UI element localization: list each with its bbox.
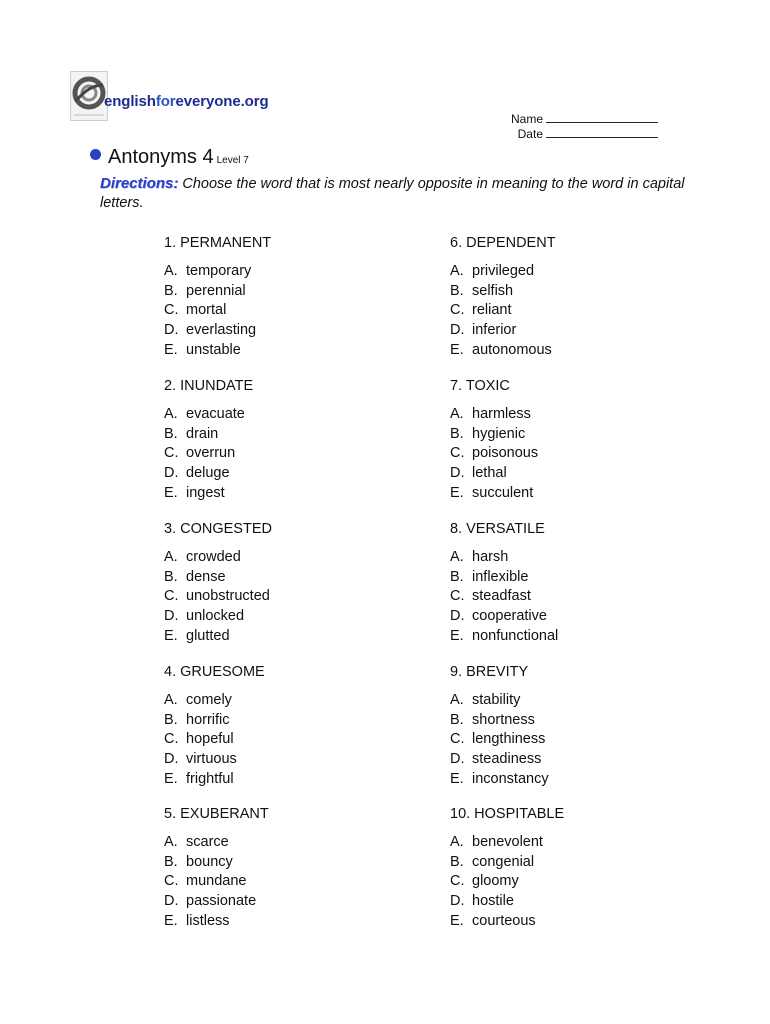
answer-option[interactable] — [164, 691, 237, 711]
option-text: evacuate — [186, 406, 245, 422]
option-text: mortal — [186, 302, 227, 319]
option-letter: C. — [450, 731, 465, 748]
option-letter: B. — [450, 425, 464, 442]
answer-option[interactable] — [450, 607, 558, 627]
answer-option[interactable] — [164, 627, 270, 647]
answer-options — [450, 405, 538, 503]
option-letter: B. — [450, 568, 464, 585]
name-label: Name — [510, 112, 543, 126]
answer-option[interactable] — [450, 853, 543, 873]
option-text: privileged — [472, 263, 535, 279]
option-letter: E. — [450, 627, 464, 644]
option-letter: B. — [450, 282, 464, 299]
option-text: selfish — [472, 282, 514, 299]
option-letter: E. — [164, 770, 178, 787]
answer-option[interactable] — [450, 892, 543, 912]
option-letter: E. — [164, 627, 178, 644]
name-field — [505, 111, 658, 126]
answer-option[interactable] — [164, 464, 245, 484]
option-text: steadiness — [472, 751, 542, 768]
option-text: hygienic — [472, 425, 526, 442]
logo-part-domain: everyone.org — [175, 93, 269, 110]
title-text: Antonyms 4 — [108, 146, 214, 168]
level-text: Level 7 — [216, 155, 249, 166]
question-prompt: 6. DEPENDENT — [450, 235, 556, 251]
option-text: mundane — [186, 873, 247, 890]
option-letter: E. — [450, 770, 464, 787]
option-text: listless — [186, 912, 230, 929]
option-text: unlocked — [186, 608, 245, 625]
option-text: unobstructed — [186, 588, 270, 605]
option-text: inconstancy — [472, 770, 549, 787]
answer-option[interactable] — [450, 262, 552, 282]
option-letter: A. — [164, 549, 178, 565]
answer-options — [164, 833, 256, 931]
option-letter: C. — [450, 873, 465, 890]
question-prompt: 9. BREVITY — [450, 664, 529, 680]
question-prompt: 8. VERSATILE — [450, 521, 545, 537]
option-text: scarce — [186, 834, 229, 850]
date-blank-line[interactable] — [546, 126, 658, 138]
answer-option[interactable] — [164, 568, 270, 588]
option-letter: E. — [450, 484, 464, 501]
answer-option[interactable] — [450, 730, 549, 750]
answer-option[interactable] — [164, 444, 245, 464]
date-field — [505, 126, 658, 141]
answer-option[interactable] — [450, 282, 552, 302]
directions-label: Directions: — [100, 175, 179, 192]
answer-option[interactable] — [164, 770, 237, 790]
answer-option[interactable] — [164, 750, 237, 770]
answer-option[interactable] — [450, 484, 538, 504]
question-prompt: 7. TOXIC — [450, 378, 510, 394]
answer-option[interactable] — [450, 341, 552, 361]
option-letter: D. — [164, 751, 179, 768]
answer-option[interactable] — [164, 892, 256, 912]
option-text: hopeful — [186, 731, 234, 748]
answer-option[interactable] — [450, 872, 543, 892]
answer-options — [164, 262, 256, 360]
option-text: inferior — [472, 322, 517, 339]
option-letter: E. — [164, 912, 178, 929]
option-letter: E. — [450, 341, 464, 358]
question-prompt: 10. HOSPITABLE — [450, 806, 565, 822]
option-letter: B. — [164, 568, 178, 585]
answer-option[interactable] — [164, 607, 270, 627]
option-text: harmless — [472, 406, 531, 422]
answer-option[interactable] — [164, 853, 256, 873]
option-text: succulent — [472, 484, 534, 501]
option-text: steadfast — [472, 588, 531, 605]
option-letter: C. — [450, 302, 465, 319]
option-letter: E. — [164, 341, 178, 358]
option-letter: B. — [164, 282, 178, 299]
option-letter: D. — [450, 893, 465, 910]
option-text: hostile — [472, 893, 514, 910]
option-text: crowded — [186, 549, 241, 565]
answer-options — [164, 691, 237, 789]
answer-option[interactable] — [164, 341, 256, 361]
bullet-icon — [90, 149, 101, 160]
answer-option[interactable] — [450, 627, 558, 647]
answer-option[interactable] — [450, 548, 558, 568]
answer-option[interactable] — [164, 282, 256, 302]
answer-option[interactable] — [450, 464, 538, 484]
option-letter: B. — [164, 425, 178, 442]
logo-globe-icon — [70, 71, 108, 121]
question-prompt: 5. EXUBERANT — [164, 806, 269, 822]
option-text: nonfunctional — [472, 627, 559, 644]
option-text: comely — [186, 692, 232, 708]
option-letter: E. — [164, 484, 178, 501]
option-letter: B. — [164, 853, 178, 870]
answer-options — [450, 548, 558, 646]
answer-option[interactable] — [164, 405, 245, 425]
answer-option[interactable] — [164, 425, 245, 445]
option-text: deluge — [186, 465, 230, 482]
answer-option[interactable] — [450, 750, 549, 770]
answer-option[interactable] — [450, 711, 549, 731]
option-letter: D. — [450, 608, 465, 625]
answer-option[interactable] — [164, 912, 256, 932]
option-letter: C. — [164, 588, 179, 605]
option-letter: A. — [450, 406, 464, 422]
answer-option[interactable] — [164, 301, 256, 321]
answer-options — [450, 262, 552, 360]
option-text: gloomy — [472, 873, 519, 890]
option-letter: A. — [164, 692, 178, 708]
option-text: everlasting — [186, 322, 257, 339]
answer-option[interactable] — [450, 425, 538, 445]
directions-text: Choose the word that is most nearly opposite in meaning to the word in capital letters. — [100, 176, 685, 211]
option-letter: A. — [450, 834, 464, 850]
option-letter: B. — [164, 711, 178, 728]
worksheet-title — [90, 146, 249, 169]
option-text: lethal — [472, 465, 507, 482]
option-letter: C. — [164, 302, 179, 319]
answer-option[interactable] — [450, 587, 558, 607]
option-text: passionate — [186, 893, 257, 910]
option-letter: C. — [450, 445, 465, 462]
logo-wordmark — [104, 93, 269, 110]
answer-option[interactable] — [164, 872, 256, 892]
option-text: temporary — [186, 263, 252, 279]
answer-option[interactable] — [450, 405, 538, 425]
answer-option[interactable] — [164, 484, 245, 504]
option-text: cooperative — [472, 608, 547, 625]
option-text: lengthiness — [472, 731, 546, 748]
option-letter: A. — [164, 263, 178, 279]
option-letter: E. — [450, 912, 464, 929]
option-letter: C. — [164, 731, 179, 748]
option-text: benevolent — [472, 834, 543, 850]
directions — [100, 174, 690, 213]
answer-option[interactable] — [164, 711, 237, 731]
option-text: bouncy — [186, 853, 233, 870]
answer-option[interactable] — [164, 587, 270, 607]
option-letter: D. — [450, 751, 465, 768]
answer-option[interactable] — [450, 568, 558, 588]
answer-option[interactable] — [450, 301, 552, 321]
answer-option[interactable] — [450, 833, 543, 853]
option-text: virtuous — [186, 751, 237, 768]
answer-option[interactable] — [450, 444, 538, 464]
answer-option[interactable] — [450, 321, 552, 341]
answer-options — [450, 691, 549, 789]
question-prompt: 3. CONGESTED — [164, 521, 272, 537]
answer-option[interactable] — [450, 770, 549, 790]
question-prompt: 1. PERMANENT — [164, 235, 272, 251]
option-letter: D. — [164, 608, 179, 625]
option-text: poisonous — [472, 445, 539, 462]
answer-option[interactable] — [164, 321, 256, 341]
option-text: harsh — [472, 549, 509, 565]
option-text: reliant — [472, 302, 512, 319]
answer-option[interactable] — [164, 262, 256, 282]
option-text: overrun — [186, 445, 236, 462]
option-letter: B. — [450, 711, 464, 728]
option-text: ingest — [186, 484, 225, 501]
date-label: Date — [517, 127, 543, 141]
option-text: stability — [472, 692, 521, 708]
option-letter: C. — [450, 588, 465, 605]
logo-part-for: for — [155, 93, 176, 110]
answer-options — [164, 405, 245, 503]
option-letter: D. — [450, 322, 465, 339]
option-letter: D. — [164, 322, 179, 339]
answer-option[interactable] — [450, 912, 543, 932]
option-letter: B. — [450, 853, 464, 870]
option-letter: C. — [164, 873, 179, 890]
option-text: congenial — [472, 853, 535, 870]
option-letter: A. — [164, 834, 178, 850]
option-text: frightful — [186, 770, 234, 787]
option-letter: A. — [450, 549, 464, 565]
logo-part-english: english — [104, 93, 156, 110]
question-prompt: 2. INUNDATE — [164, 378, 254, 394]
option-letter: C. — [164, 445, 179, 462]
option-text: autonomous — [472, 341, 552, 358]
option-letter: A. — [450, 692, 464, 708]
option-text: drain — [186, 425, 219, 442]
option-text: shortness — [472, 711, 535, 728]
answer-option[interactable] — [164, 833, 256, 853]
option-letter: D. — [164, 893, 179, 910]
answer-options — [450, 833, 543, 931]
option-text: inflexible — [472, 568, 529, 585]
option-letter: A. — [450, 263, 464, 279]
option-letter: A. — [164, 406, 178, 422]
option-letter: D. — [450, 465, 465, 482]
question-prompt: 4. GRUESOME — [164, 664, 265, 680]
option-text: perennial — [186, 282, 246, 299]
option-text: dense — [186, 568, 226, 585]
option-text: horrific — [186, 711, 230, 728]
name-blank-line[interactable] — [546, 111, 658, 123]
answer-option[interactable] — [164, 730, 237, 750]
answer-options — [164, 548, 270, 646]
option-text: unstable — [186, 341, 241, 358]
answer-option[interactable] — [164, 548, 270, 568]
answer-option[interactable] — [450, 691, 549, 711]
option-letter: D. — [164, 465, 179, 482]
option-text: glutted — [186, 627, 230, 644]
option-text: courteous — [472, 912, 536, 929]
